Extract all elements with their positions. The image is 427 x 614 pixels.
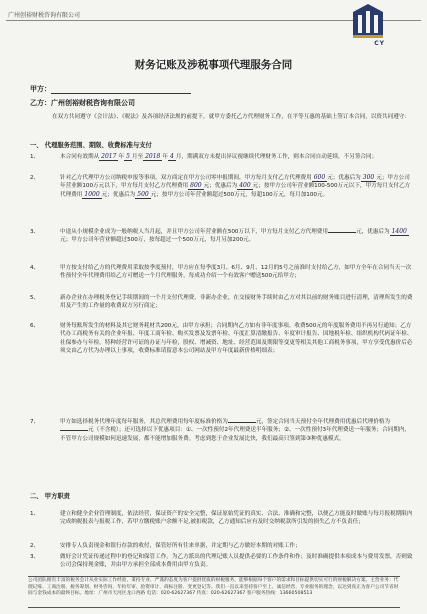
handwritten-fee: 400 <box>239 182 251 190</box>
blank-fee <box>60 430 88 431</box>
clause-number: 6、 <box>30 323 40 329</box>
intro-paragraph: 在双方共同遵守《会计法》、《税法》及各项经济法规的前提下，就甲方委托乙方代理财务工作，在平等互惠的基础上签订本合同，以资共同遵守： <box>52 114 410 120</box>
party-a-blank <box>51 85 191 94</box>
clause-text: 针对乙方代理甲方公司纳税申报等事项，双方商定在甲方公司零申报期间，甲方每月支付乙方代理费用 600 元；优惠后为 300 元；甲方公司年营业额100万元以下，甲方每月支付乙方代理费用 800 元；优惠后为 400 元；按甲方公司年营业额100-500万元以下，甲方每月支付乙方代理费用 1000 元；优惠后为 500 元；按甲方公司年营业额超过500万元，每超100万元，每月加100元。 <box>60 174 411 198</box>
section-2-heading: 二、 甲方职责 <box>30 493 70 500</box>
clause-number: 1、 <box>30 154 40 160</box>
handwritten-start-month: 5 <box>126 153 130 160</box>
party-b-label: 乙方： <box>30 99 51 107</box>
clause-number: 3、 <box>30 229 40 235</box>
clause-number: 2、 <box>30 543 40 549</box>
handwritten-fee <box>328 232 356 233</box>
clause-text: 甲方如选择税务代理年度每年服务，其总代理费用每年度标准价格为 元，签定合同当天预付全年代理费用优惠后代理价格为元（不含税）；还可选择以下优惠项目：①、一次性预付2年代理费送半年服务；②、一次性预付3年代理费送一年服务；合同期内，不管甲方公司规模如何迅速发展，都不能增加服务费。考虑到您于企业发展比快，我们最高只签到第③种优惠模式。 <box>60 419 411 442</box>
party-a-line <box>30 84 191 94</box>
party-b-line <box>30 98 135 108</box>
handwritten-fee: 1400 <box>391 228 407 235</box>
party-a-label: 甲方： <box>30 85 51 93</box>
handwritten-end-month: 4 <box>169 153 174 160</box>
clause-text: 本合同有效期从 2017 年 5 月至 2018 年 4 月，期满双方未提出异议视继续代理财务工作，则本合同自动延续，不另签合同； <box>60 153 378 160</box>
clause-number: 1、 <box>30 511 40 517</box>
party-b-name: 广州创裕财税咨询有限公司 <box>51 99 135 107</box>
handwritten-fee: 800 <box>190 182 202 190</box>
handwritten-fee: 600 <box>313 174 326 181</box>
clause-text: 安排专人负责现金和银行存款的收付，保管好所有往来单据，并定期与乙方做好本期的对账工作； <box>60 543 301 549</box>
logo-text: CY <box>374 40 385 47</box>
clause-number: 2、 <box>30 175 40 181</box>
clause-number: 5、 <box>30 295 40 301</box>
clause-number: 7、 <box>30 419 40 425</box>
handwritten-fee: 300 <box>362 174 375 181</box>
handwritten-fee: 1000 <box>84 190 100 198</box>
handwritten-end-year: 2018 <box>145 153 161 160</box>
clause-text: 新办企业在办理税务登记手续期间的一个月支付代理费，非新办企业，在交接财务手续时由乙方对其以前的财务账目进行清理，清理所发生的费用及产生的工作量的收费双方另行商定； <box>60 295 413 310</box>
footer-company-info: 公司团队拥有丰富的税务会计从业实际工作经验，秉持专业、严谨的态度为客户提供优质的财税服务，能够根据每个客户的需求和目标提供切实可行的财税解决方案。主营业务：代理记账、工商注册、税务筹划、财务咨询、年检年审、验资审计、商标注册、变更登记等。我们一直以来坚持客户至上、诚信经营、专业服务的理念，以达到真正为客户公司节省时间与金钱成本的最终目标。地址：广州市天河区龙口西路 电话：020-62627367 传真：020-62627367 客户服务热线：13660508513 <box>28 576 400 608</box>
clause-text: 做好会计凭证传递过程中的登记和保管工作。为乙方派出的代理记账人员提供必要的工作条件和作；及时准确提供本项成本与费用发票，否则致公司会保持现金账，并由甲方承担全部成本费用由甲方负责。 <box>60 554 413 569</box>
handwritten-fee: 500 <box>137 190 149 198</box>
section-1-heading: 一、 代理服务范围、期限、收费标准与支付 <box>30 142 152 149</box>
handwritten-start-year: 2017 <box>101 153 117 160</box>
header-company-name: 广州创裕财税咨询有限公司 <box>8 12 81 19</box>
clause-text: 中途从小规模企业成为一般纳税人当月起，并且甲方公司年营业额在500万以下，甲方每月支付乙方代理费用 元，优惠后为 1400元；甲方公司年营业额超过500万，按每超过一个500万元，每月另加200元。 <box>60 228 407 244</box>
clause-text: 建立和健全企业管理制度，依法经营，保证资产的安全完整，保证原始凭证的真实、合法、准确和完整，以便乙方能及时做账与每月报税期限内完成纳税报表与报税工作，若甲方缴税账户余额不足,被扣税款，乙方通知后应有及时交纳税款所引发的损失乙方不负责任； <box>60 511 413 526</box>
clause-number: 4、 <box>30 265 40 271</box>
contract-title: 财务记账及涉税事项代理服务合同 <box>134 59 293 71</box>
clause-text: 甲方按支付给乙方的代理费用采取按季度预付，甲方应在每季度3月、6月、9月、12月的5号之前准时支付给乙方，如甲方全年在合同当天一次性预付全年代理费用给乙方可赠送一个月代理服务，每成功介绍一个有效客户赠送500元给甲方； <box>60 265 412 280</box>
clause-number: 3、 <box>30 554 40 560</box>
blank-fee <box>228 422 256 423</box>
clause-text: 财务每账所发生的材料及其它财务耗材共200元，由甲方承担；合同期内乙方如有非年度事项、收费500元的年度服务费用不再另行通知；乙方代办工商税务有关的企业年报、年度工商年检、购买发票及发票年检、年度汇算清缴报告、年度审计报告、国地税年检、组织机构代码证年检、社保参办与年检，特种经营许可证的办证与年检，股权、增减资、地址、经营范围及期限等变更等相关其他工商税务事项，甲方享受优惠价后必须交由乙方代为办理以上事项，收费标准请留意本公司网站及甲方年度最新价格明细表； <box>60 323 413 355</box>
